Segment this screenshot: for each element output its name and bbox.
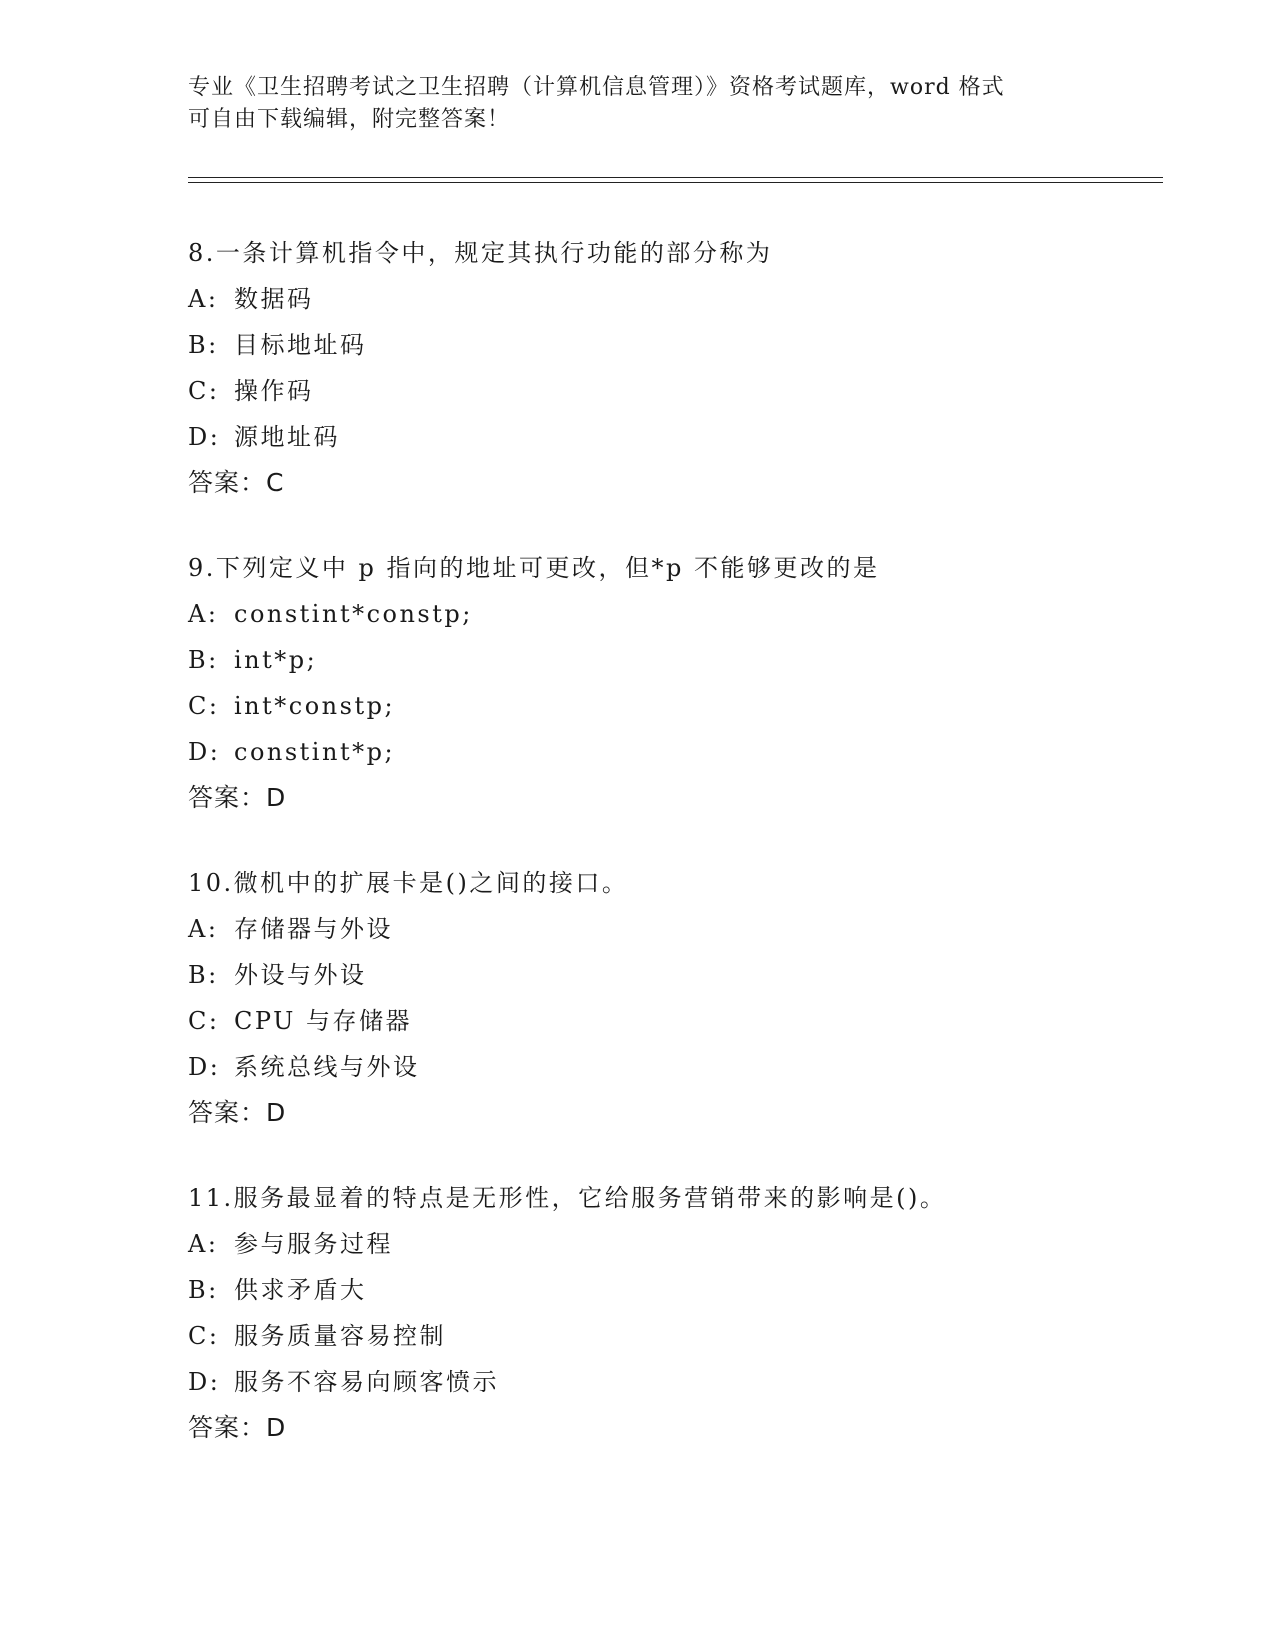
option-a <box>188 1221 1148 1267</box>
option-letter: D: <box>188 1053 221 1081</box>
option-letter: B: <box>188 646 219 674</box>
header-divider-bottom <box>188 182 1163 183</box>
option-letter: A: <box>188 1230 219 1258</box>
question-block-11 <box>188 1175 1148 1451</box>
option-text: 目标地址码 <box>234 331 367 359</box>
option-letter: D: <box>188 423 221 451</box>
option-a <box>188 906 1148 952</box>
option-text: 外设与外设 <box>234 961 367 989</box>
option-b <box>188 1267 1148 1313</box>
option-a <box>188 591 1148 637</box>
option-text: 服务质量容易控制 <box>234 1322 446 1350</box>
option-letter: A: <box>188 915 219 943</box>
option-letter: A: <box>188 285 219 313</box>
option-text: 供求矛盾大 <box>234 1276 367 1304</box>
header-line-2: 可自由下载编辑，附完整答案！ <box>188 107 511 132</box>
answer-label: 答案：D <box>188 1413 287 1442</box>
option-text: 源地址码 <box>234 423 340 451</box>
option-b <box>188 637 1148 683</box>
option-text: constint*p; <box>234 738 396 766</box>
option-letter: D: <box>188 738 221 766</box>
option-d <box>188 1359 1148 1405</box>
question-block-10 <box>188 860 1148 1136</box>
answer-label: 答案：C <box>188 468 285 497</box>
question-stem: 10.微机中的扩展卡是()之间的接口。 <box>188 869 629 897</box>
document-header <box>188 72 1088 136</box>
option-letter: B: <box>188 961 219 989</box>
option-text: 参与服务过程 <box>234 1230 393 1258</box>
option-text: 操作码 <box>234 377 314 405</box>
answer-label: 答案：D <box>188 1098 287 1127</box>
option-a <box>188 276 1148 322</box>
option-letter: B: <box>188 1276 219 1304</box>
option-b <box>188 322 1148 368</box>
option-c <box>188 683 1148 729</box>
answer-label: 答案：D <box>188 783 287 812</box>
option-b <box>188 952 1148 998</box>
option-text: 数据码 <box>234 285 314 313</box>
question-stem: 8.一条计算机指令中，规定其执行功能的部分称为 <box>188 239 773 267</box>
option-text: 系统总线与外设 <box>234 1053 420 1081</box>
header-line-1: 专业《卫生招聘考试之卫生招聘（计算机信息管理）》资格考试题库，word 格式 <box>188 75 1005 100</box>
option-d <box>188 414 1148 460</box>
option-text: CPU 与存储器 <box>234 1007 412 1035</box>
option-d <box>188 729 1148 775</box>
option-text: constint*constp; <box>234 600 473 628</box>
question-stem: 9.下列定义中 p 指向的地址可更改，但*p 不能够更改的是 <box>188 554 880 582</box>
option-c <box>188 1313 1148 1359</box>
option-letter: C: <box>188 692 220 720</box>
option-letter: C: <box>188 377 220 405</box>
option-letter: A: <box>188 600 219 628</box>
option-letter: B: <box>188 331 219 359</box>
header-divider-top <box>188 177 1163 178</box>
option-letter: D: <box>188 1368 221 1396</box>
question-block-8 <box>188 230 1148 506</box>
option-letter: C: <box>188 1322 220 1350</box>
option-text: int*constp; <box>234 692 396 720</box>
option-d <box>188 1044 1148 1090</box>
question-block-9 <box>188 545 1148 821</box>
option-text: 服务不容易向顾客愤示 <box>234 1368 499 1396</box>
option-c <box>188 368 1148 414</box>
option-text: 存储器与外设 <box>234 915 393 943</box>
option-text: int*p; <box>234 646 318 674</box>
option-letter: C: <box>188 1007 220 1035</box>
option-c <box>188 998 1148 1044</box>
question-stem: 11.服务最显着的特点是无形性，它给服务营销带来的影响是()。 <box>188 1184 947 1212</box>
